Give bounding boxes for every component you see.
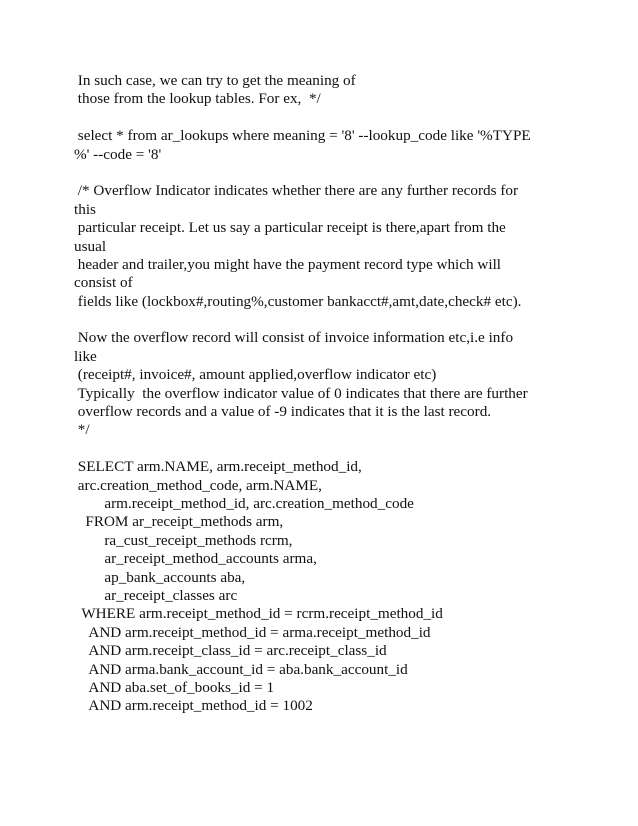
blank-line <box>74 109 566 127</box>
sql-line: arm.receipt_method_id, arc.creation_method_code <box>74 494 414 512</box>
sql-line: AND aba.set_of_books_id = 1 <box>74 678 275 696</box>
document-body <box>74 72 566 716</box>
sql-line: ap_bank_accounts aba, <box>74 568 246 586</box>
sql-line: ar_receipt_method_accounts arma, <box>74 550 317 568</box>
comment-line: header and trailer,you might have the payment record type which will <box>74 255 502 273</box>
comment-line: consist of <box>74 274 133 292</box>
comment-line: */ <box>74 421 90 439</box>
comment-line: usual <box>74 237 107 255</box>
comment-line: /* Overflow Indicator indicates whether there are any further records for <box>74 182 519 200</box>
sql-line: %' --code = '8' <box>74 145 162 163</box>
comment-line: this <box>74 200 96 218</box>
sql-line: SELECT arm.NAME, arm.receipt_method_id, <box>74 458 362 476</box>
sql-line: AND arma.bank_account_id = aba.bank_account_id <box>74 660 408 678</box>
sql-line: FROM ar_receipt_methods arm, <box>74 513 284 531</box>
sql-line: ar_receipt_classes arc <box>74 586 238 604</box>
text-line: those from the lookup tables. For ex, */ <box>74 90 321 108</box>
text-line: In such case, we can try to get the meaning of <box>74 72 356 89</box>
comment-line: Typically the overflow indicator value of 0 indicates that there are further <box>74 384 528 402</box>
blank-line <box>74 440 566 458</box>
sql-line: WHERE arm.receipt_method_id = rcrm.receipt_method_id <box>74 605 443 623</box>
comment-line: Now the overflow record will consist of invoice information etc,i.e info <box>74 329 514 347</box>
sql-line: AND arm.receipt_class_id = arc.receipt_class_id <box>74 642 387 660</box>
sql-line: ra_cust_receipt_methods rcrm, <box>74 531 293 549</box>
sql-line: AND arm.receipt_method_id = arma.receipt_method_id <box>74 623 431 641</box>
sql-line: arc.creation_method_code, arm.NAME, <box>74 476 322 494</box>
sql-line: AND arm.receipt_method_id = 1002 <box>74 697 313 715</box>
blank-line <box>74 164 566 182</box>
comment-line: particular receipt. Let us say a particular receipt is there,apart from the <box>74 219 506 237</box>
sql-line: select * from ar_lookups where meaning = '8' --lookup_code like '%TYPE <box>74 127 531 145</box>
blank-line <box>74 311 566 329</box>
comment-line: fields like (lockbox#,routing%,customer bankacct#,amt,date,check# etc). <box>74 292 522 310</box>
comment-line: (receipt#, invoice#, amount applied,overflow indicator etc) <box>74 366 437 384</box>
comment-line: overflow records and a value of -9 indicates that it is the last record. <box>74 403 492 421</box>
comment-line: like <box>74 347 97 365</box>
